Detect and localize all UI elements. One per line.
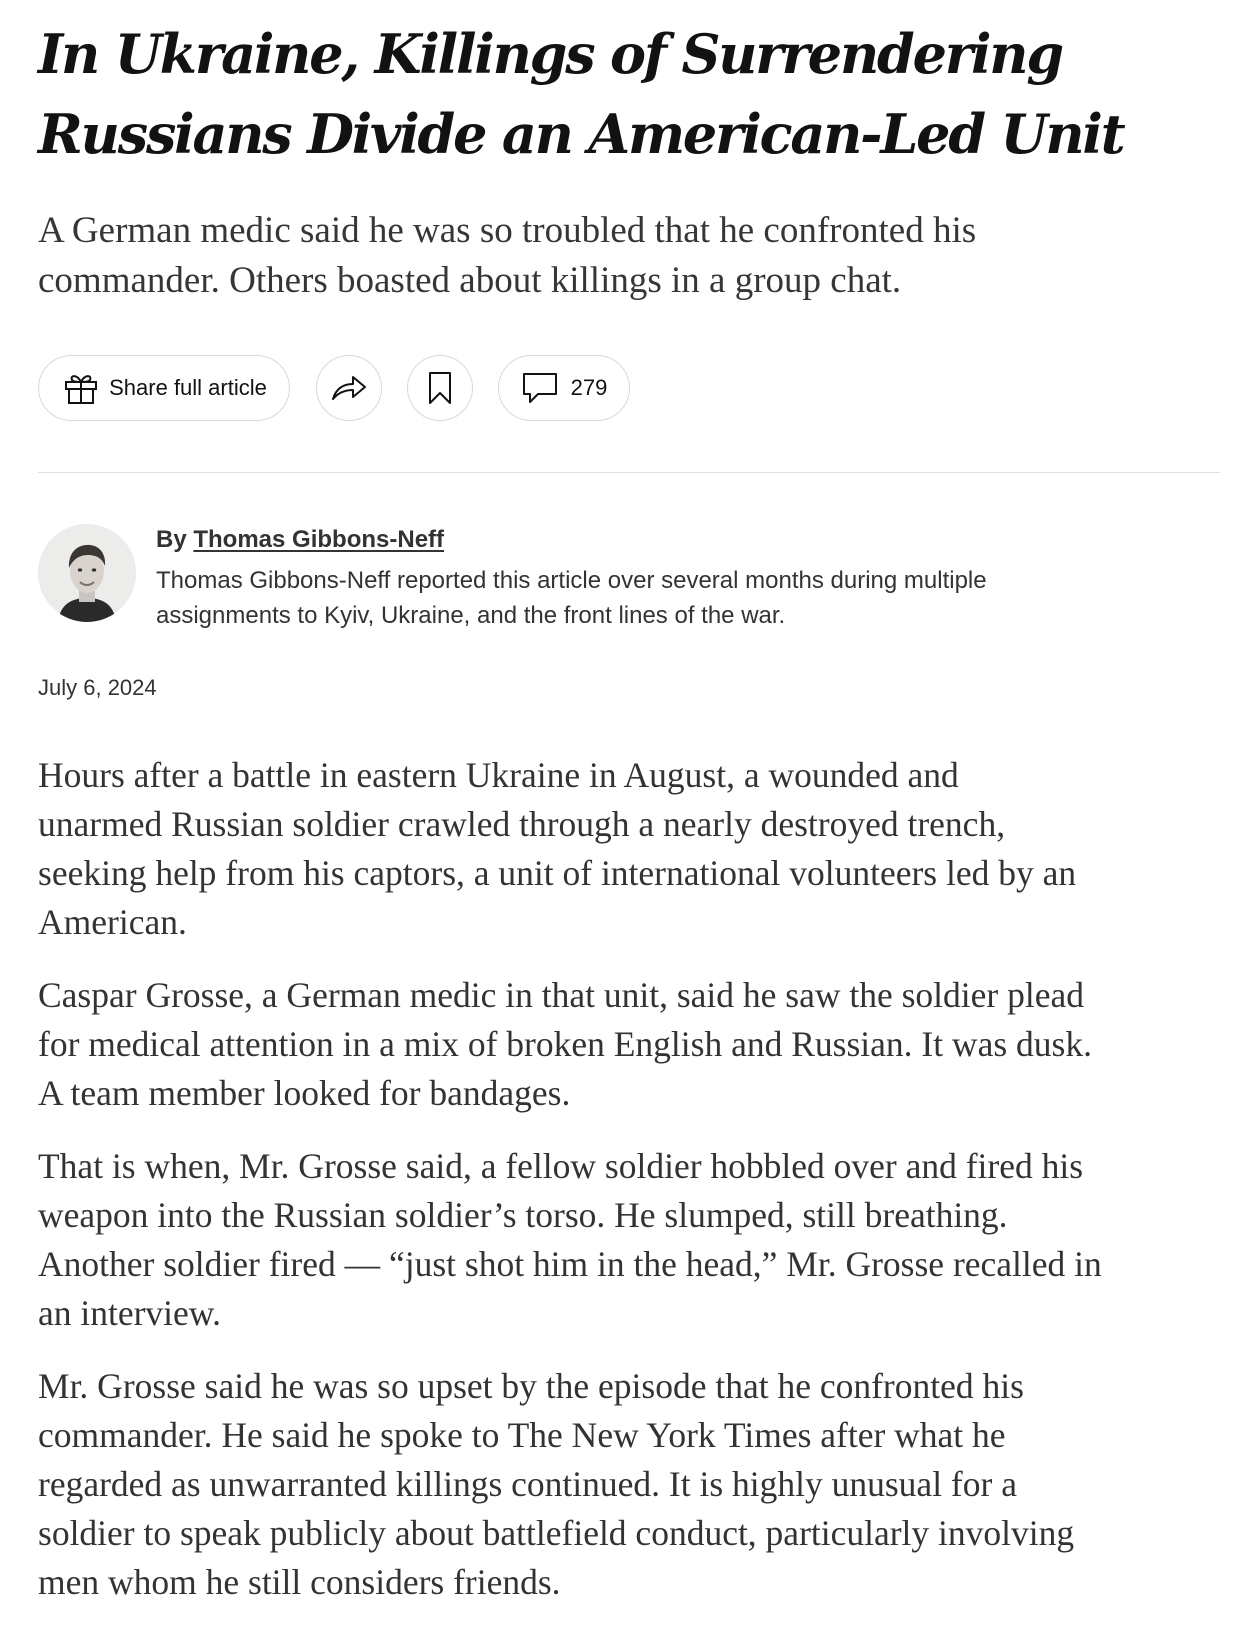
body-line: commander. He said he spoke to The New York Times after what he [38,1415,1006,1455]
body-paragraph [38,1142,1228,1338]
headline-line: In Ukraine, Killings of Surrendering [38,22,1062,86]
author-avatar[interactable] [38,524,136,622]
body-line: seeking help from his captors, a unit of international volunteers led by an [38,853,1077,893]
body-paragraph [38,1362,1228,1607]
divider [38,472,1220,473]
body-line: That is when, Mr. Grosse said, a fellow soldier hobbled over and fired his [38,1146,1084,1186]
body-line: soldier to speak publicly about battlefield conduct, particularly involving [38,1513,1075,1553]
byline [156,525,444,555]
headline-line: Russians Divide an American-Led Unit [38,102,1124,166]
comments-button[interactable] [498,355,630,421]
summary-line: A German medic said he was so troubled that he confronted his [38,210,977,251]
share-full-article-button[interactable] [38,355,290,421]
article-summary [38,206,1188,306]
bookmark-icon [427,370,453,406]
body-line: A team member looked for bandages. [38,1073,571,1113]
body-line: weapon into the Russian soldier’s torso. He slumped, still breathing. [38,1195,1008,1235]
article-body [38,751,1228,1631]
byline-by-label: By [156,526,187,553]
body-line: men whom he still considers friends. [38,1562,561,1602]
reporting-note [156,563,1156,633]
author-link[interactable]: Thomas Gibbons-Neff [193,526,445,553]
reporting-note-line: Thomas Gibbons-Neff reported this article over several months during multiple [156,567,987,594]
share-button[interactable] [316,355,382,421]
body-line: regarded as unwarranted killings continued. It is highly unusual for a [38,1464,1017,1504]
body-line: Mr. Grosse said he was so upset by the episode that he confronted his [38,1366,1024,1406]
body-paragraph [38,751,1228,947]
reporting-note-line: assignments to Kyiv, Ukraine, and the front lines of the war. [156,602,786,629]
summary-line: commander. Others boasted about killings in a group chat. [38,260,902,301]
save-bookmark-button[interactable] [407,355,473,421]
gift-icon [63,370,99,406]
share-full-article-label: Share full article [109,375,267,400]
publish-date: July 6, 2024 [38,675,157,700]
body-line: Caspar Grosse, a German medic in that unit, said he saw the soldier plead [38,975,1084,1015]
body-paragraph [38,971,1228,1118]
body-line: Another soldier fired — “just shot him in the head,” Mr. Grosse recalled in [38,1244,1102,1284]
comment-count: 279 [570,375,608,400]
comment-icon [521,371,559,405]
body-line: American. [38,902,187,942]
body-line: an interview. [38,1293,222,1333]
headline [38,14,1218,174]
body-line: unarmed Russian soldier crawled through a nearly destroyed trench, [38,804,1006,844]
body-line: for medical attention in a mix of broken English and Russian. It was dusk. [38,1024,1092,1064]
share-arrow-icon [330,373,368,403]
body-line: Hours after a battle in eastern Ukraine in August, a wounded and [38,755,959,795]
